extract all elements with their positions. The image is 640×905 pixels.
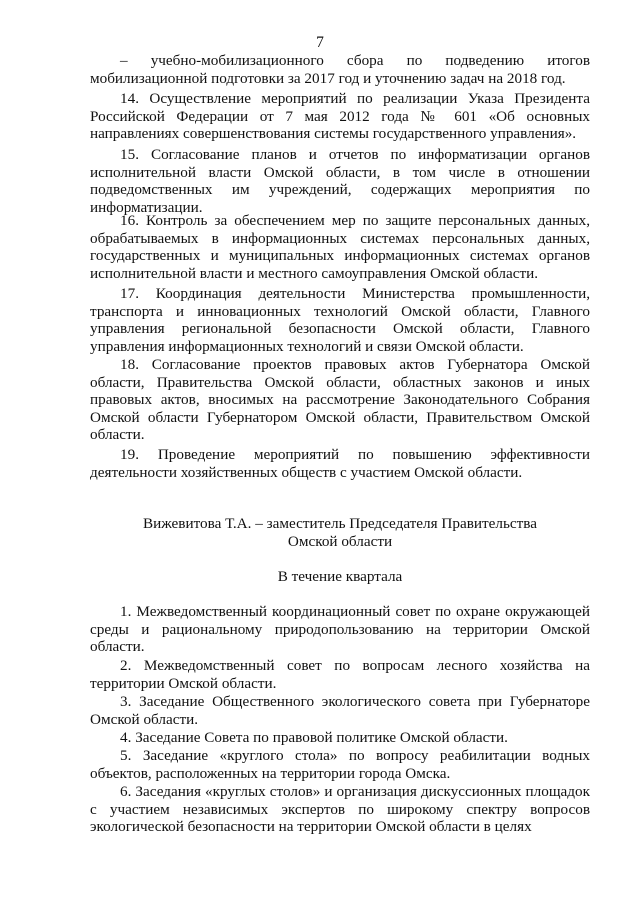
list-item-bottom-6: 6. Заседания «круглых столов» и организация дискуссионных площадок с участием независимых экспертов по широкому спектру вопросов экологической безопасности на территории Омской области в целях <box>90 783 590 836</box>
section-heading-line2: Омской области <box>287 533 393 550</box>
list-item-bottom-3: 3. Заседание Общественного экологического совета при Губернаторе Омской области. <box>90 693 590 728</box>
list-item-bottom-4: 4. Заседание Совета по правовой политике Омской области. <box>120 729 508 746</box>
list-item-bottom-5: 5. Заседание «круглого стола» по вопросу реабилитации водных объектов, расположенных на территории города Омска. <box>90 747 590 782</box>
period-heading: В течение квартала <box>277 568 403 585</box>
list-item-bottom-2: 2. Межведомственный совет по вопросам лесного хозяйства на территории Омской области. <box>90 657 590 692</box>
list-item-bottom-1: 1. Межведомственный координационный совет по охране окружающей среды и рациональному природопользованию на территории Омской области. <box>90 603 590 656</box>
section-heading-line1: Вижевитова Т.А. – заместитель Председателя Правительства <box>143 515 537 532</box>
list-item-top-17: 17. Координация деятельности Министерства промышленности, транспорта и инновационных технологий Омской области, Главного управления региональной безопасности Омской области, Главного управления информационных технологий и связи Омской области. <box>90 285 590 355</box>
list-item-top-0: – учебно-мобилизационного сбора по подведению итогов мобилизационной подготовки за 2017 год и уточнению задач на 2018 год. <box>90 52 590 87</box>
page-number: 7 <box>316 34 324 51</box>
list-item-top-18: 18. Согласование проектов правовых актов Губернатора Омской области, Правительства Омской области, областных законов и иных правовых актов, вносимых на рассмотрение Законодательного Собрания Омской области Губернатором Омской области, Правительством Омской области. <box>90 356 590 444</box>
list-item-top-16: 16. Контроль за обеспечением мер по защите персональных данных, обрабатываемых в информационных системах персональных данных, государственных и муниципальных информационных системах органов исполнительной власти и местного самоуправления Омской области. <box>90 212 590 282</box>
list-item-top-19: 19. Проведение мероприятий по повышению эффективности деятельности хозяйственных обществ с участием Омской области. <box>90 446 590 481</box>
list-item-top-14: 14. Осуществление мероприятий по реализации Указа Президента Российской Федерации от 7 мая 2012 года № 601 «Об основных направлениях совершенствования системы государственного управления». <box>90 90 590 143</box>
list-item-top-15: 15. Согласование планов и отчетов по информатизации органов исполнительной власти Омской области, в том числе в отношении подведомственных им учреждений, содержащих мероприятия по информатизации. <box>90 146 590 216</box>
